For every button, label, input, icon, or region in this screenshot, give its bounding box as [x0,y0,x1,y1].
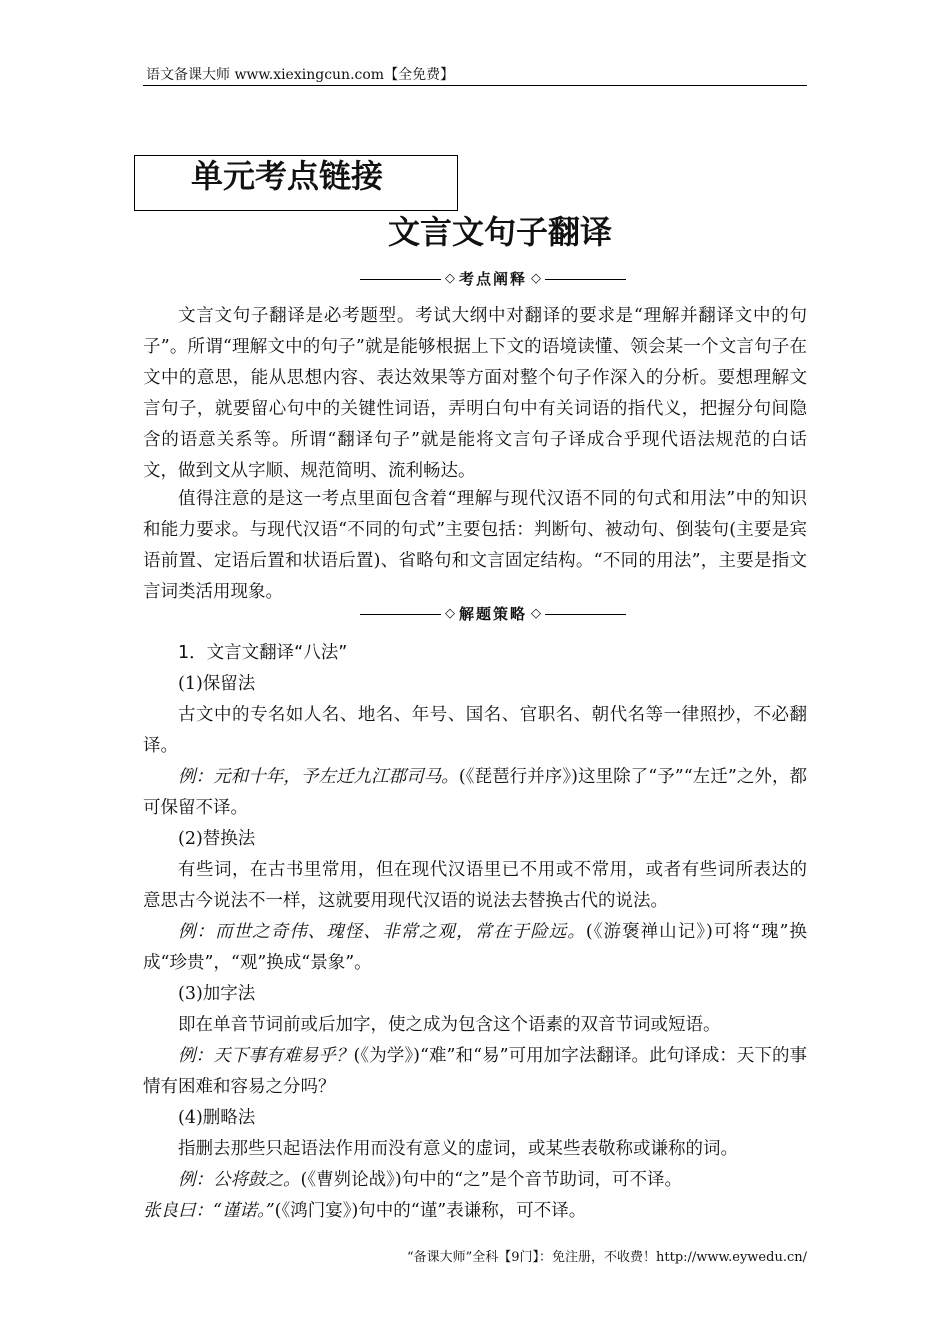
method-1-desc: 古文中的专名如人名、地名、年号、国名、官职名、朝代名等一律照抄，不必翻译。 [143,705,807,756]
section-rule-left [360,614,441,615]
example-quote: 例：天下事有难易乎？ [178,1046,354,1066]
method-list-heading: 1．文言文翻译“八法” [178,643,348,663]
section-rule-right [545,614,626,615]
example-quote: 例：公将鼓之。 [178,1170,301,1190]
method-2-example [143,917,807,979]
example-quote: 例：元和十年，予左迁九江郡司马。 [178,767,459,787]
section-label: 解题策略 [459,605,528,623]
diamond-icon: ◇ [531,606,542,621]
example-quote: 例：而世之奇伟、瑰怪、非常之观，常在于险远。 [178,922,586,942]
section-heading-strategy [360,603,626,625]
section-label: 考点阐释 [459,270,528,288]
method-3-title: (3)加字法 [178,984,256,1004]
explain-paragraph-1: 文言文句子翻译是必考题型。考试大纲中对翻译的要求是“理解并翻译文中的句子”。所谓“理解文中的句子”就是能够根据上下文的语境读懂、领会某一个文言句子在文中的意思，能从思想内容、表达效果等方面对整个句子作深入的分析。要想理解文言句子，就要留心句中的关键性词语，弄明白句中有关词语的指代义，把握分句间隐含的语意关系等。所谓“翻译句子”就是能将文言句子译成合乎现代语法规范的白话文，做到文从字顺、规范简明、流利畅达。 [143,306,807,481]
method-1-title: (1)保留法 [178,674,256,694]
example-note: (《游褒禅山记》)可将“瑰”换成“珍贵”，“观”换成“景象”。 [143,922,807,973]
header-rule [143,85,807,86]
header-text: 语文备课大师 www.xiexingcun.com【全免费】 [146,67,455,83]
method-4-title: (4)删略法 [178,1108,256,1128]
topic-title: 文言文句子翻译 [388,213,613,251]
example-note: (《曹刿论战》)句中的“之”是个音节助词，可不译。 [300,1170,683,1190]
method-4-example-1 [143,1165,807,1196]
method-4-example-2 [143,1196,807,1227]
method-2-desc: 有些词，在古书里常用，但在现代汉语里已不用或不常用，或者有些词所表达的意思古今说法不一样，这就要用现代汉语的说法去替换古代的说法。 [143,860,807,911]
diamond-icon: ◇ [531,271,542,286]
diamond-icon: ◇ [445,271,455,286]
section-rule-right [545,279,626,280]
explain-paragraph-2: 值得注意的是这一考点里面包含着“理解与现代汉语不同的句式和用法”中的知识和能力要求。与现代汉语“不同的句式”主要包括：判断句、被动句、倒装句(主要是宾语前置、定语后置和状语后置)、省略句和文言固定结构。“不同的用法”，主要是指文言词类活用现象。 [143,489,807,602]
unit-title: 单元考点链接 [191,157,384,195]
method-3-desc: 即在单音节词前或后加字，使之成为包含这个语素的双音节词或短语。 [178,1015,721,1035]
diamond-icon: ◇ [445,606,455,621]
footer-text: “备课大师”全科【9门】：免注册，不收费！http://www.eywedu.cn/ [406,1250,807,1265]
example-quote: 张良曰：“谨诺。” [143,1201,275,1221]
example-note: (《鸿门宴》)句中的“谨”表谦称，可不译。 [274,1201,587,1221]
method-3-example [143,1041,807,1103]
method-4-desc: 指删去那些只起语法作用而没有意义的虚词，或某些表敬称或谦称的词。 [178,1139,738,1159]
section-rule-left [360,279,441,280]
section-heading-explain [360,268,626,290]
example-note: (《为学》)“难”和“易”可用加字法翻译。此句译成：天下的事情有困难和容易之分吗？ [143,1046,807,1097]
method-2-title: (2)替换法 [178,829,256,849]
example-note: (《琵琶行并序》)这里除了“予”“左迁”之外，都可保留不译。 [143,767,807,818]
method-1-example [143,762,807,824]
